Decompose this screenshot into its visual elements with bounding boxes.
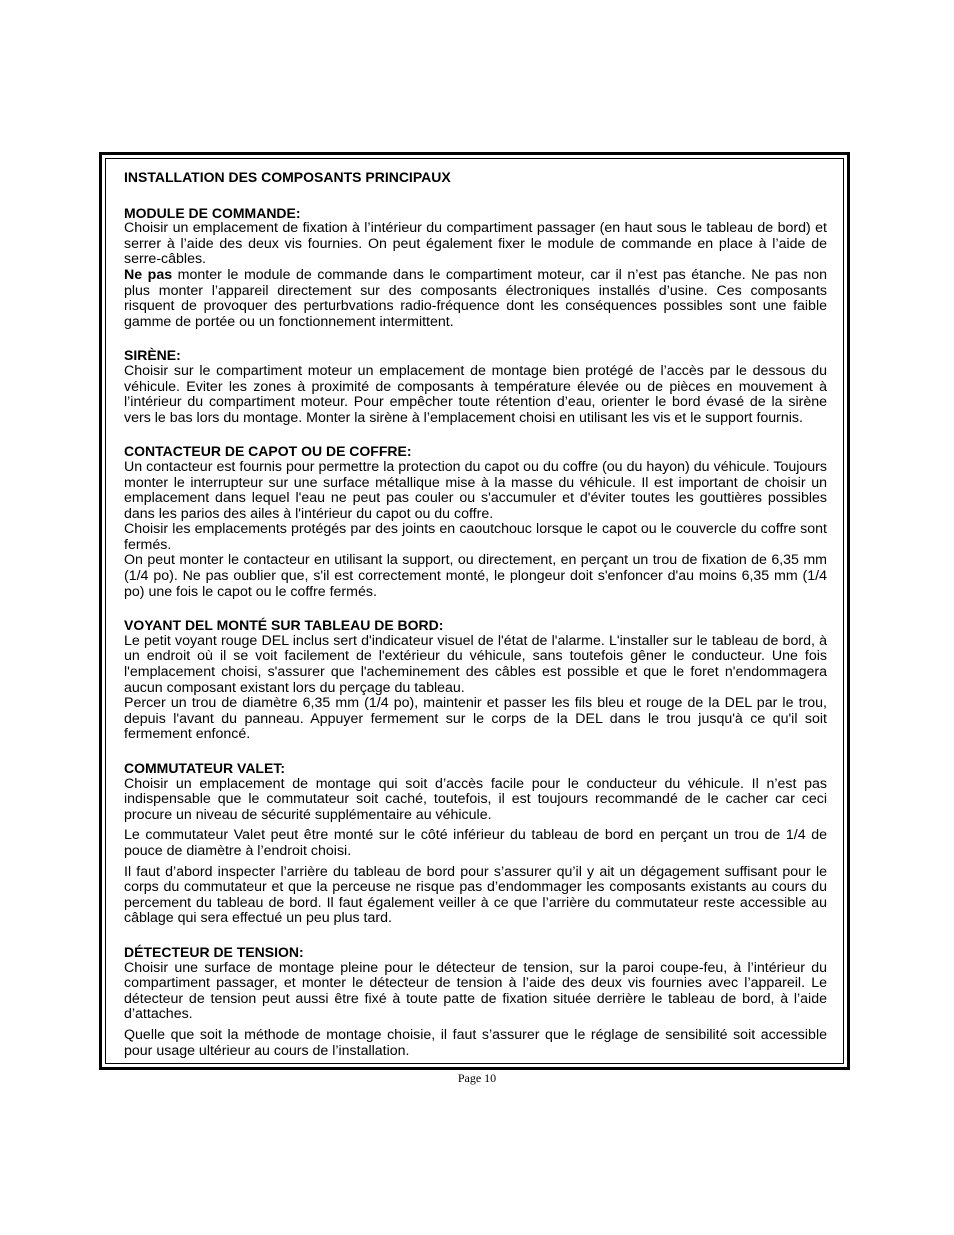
- paragraph: Choisir un emplacement de fixation à l’intérieur du compartiment passager (en haut sous le tableau de bord) et serrer à l’aide des deux vis fournies. On peut également fixer le module de commande en place à l’aide de serre-câbles.: [124, 220, 827, 268]
- paragraph: Choisir sur le compartiment moteur un emplacement de montage bien protégé de l’accès par le dessous du véhicule. Eviter les zones à proximité de composants à température élevée ou de pièces en mouvement à l’intérieur du compartiment moteur. Pour empêcher toute rétention d’eau, orienter le bord évasé de la sirène vers le bas lors du montage. Monter la sirène à l’emplacement choisi en utilisant les vis et le support fournis.: [124, 362, 827, 426]
- section-sirene: [124, 348, 827, 426]
- document-title: INSTALLATION DES COMPOSANTS PRINCIPAUX: [124, 169, 451, 185]
- page-number: Page 10: [457, 1071, 497, 1085]
- section-heading: CONTACTEUR DE CAPOT OU DE COFFRE:: [124, 443, 412, 460]
- document-body: [124, 170, 827, 1077]
- section-voyant-del: [124, 618, 827, 743]
- section-module-de-commande: [124, 206, 827, 331]
- paragraph: Le petit voyant rouge DEL inclus sert d'indicateur visuel de l'état de l'alarme. L'installer sur le tableau de bord, à un endroit où il se voit facilement de l'extérieur du véhicule, sans toutefois gêner le conducteur. Une fois l'emplacement choisi, s'assurer que l'acheminement des câbles est possible et que le foret n'endommagera aucun composant existant lors du perçage du tableau.: [124, 632, 827, 696]
- paragraph: [124, 268, 827, 330]
- paragraph: Choisir une surface de montage pleine pour le détecteur de tension, sur la paroi coupe-feu, à l’intérieur du compartiment passager, et monter le détecteur de tension à l’aide des deux vis fournies avec l’appareil. Le détecteur de tension peut aussi être fixé à toute patte de fixation située derrière le tableau de bord, à l’aide d’attaches.: [124, 959, 827, 1023]
- section-contacteur: [124, 444, 827, 600]
- paragraph: Choisir les emplacements protégés par des joints en caoutchouc lorsque le capot ou le couvercle du coffre sont fermés.: [124, 521, 827, 553]
- section-commutateur-valet: [124, 761, 827, 927]
- section-heading: SIRÈNE:: [124, 347, 181, 364]
- paragraph: Percer un trou de diamètre 6,35 mm (1/4 po), maintenir et passer les fils bleu et rouge de la DEL par le trou, depuis l'avant du panneau. Appuyer fermement sur le corps de la DEL dans le trou jusqu'à ce qu'il soit fermement enfoncé.: [124, 695, 827, 743]
- section-heading: MODULE DE COMMANDE:: [124, 204, 301, 221]
- paragraph: On peut monter le contacteur en utilisant la support, ou directement, en perçant un trou de fixation de 6,35 mm (1/4 po). Ne pas oublier que, s'il est correctement monté, le plongeur doit s'enfoncer d'au moins 6,35 mm (1/4 po) une fois le capot ou le coffre fermés.: [124, 552, 827, 600]
- paragraph: Il faut d’abord inspecter l’arrière du tableau de bord pour s’assurer qu’il y ait un dégagement suffisant pour le corps du commutateur et que la perceuse ne risque pas d’endommager les composants existants au cours du percement du tableau de bord. Il faut également veiller à ce que l’arrière du commutateur reste accessible au câblage qui sera effectué un peu plus tard.: [124, 863, 827, 927]
- section-detecteur-de-tension: [124, 945, 827, 1059]
- section-heading: DÉTECTEUR DE TENSION:: [124, 943, 304, 960]
- emphasis: Ne pas: [124, 266, 173, 283]
- paragraph: Choisir un emplacement de montage qui soit d’accès facile pour le conducteur du véhicule. Il n’est pas indispensable que le commutateur soit caché, toutefois, il est toujours recommandé de le cacher car ceci procure un niveau de sécurité supplémentaire au véhicule.: [124, 775, 827, 823]
- paragraph: Le commutateur Valet peut être monté sur le côté inférieur du tableau de bord en perçant un trou de 1/4 de pouce de diamètre à l’endroit choisi.: [124, 827, 827, 859]
- paragraph: Quelle que soit la méthode de montage choisie, il faut s’assurer que le réglage de sensibilité soit accessible pour usage ultérieur au cours de l’installation.: [124, 1026, 827, 1059]
- paragraph-text: monter le module de commande dans le compartiment moteur, car il n’est pas étanche. Ne pas non plus monter l’appareil directement sur des composants électroniques installés d’usine. Ces composants risquent de provoquer des perturbvations radio-fréquence dont les conséquences possibles sont une faible gamme de portée ou un fonctionnement intermittent.: [124, 266, 827, 330]
- section-heading: COMMUTATEUR VALET:: [124, 760, 285, 776]
- paragraph: Un contacteur est fournis pour permettre la protection du capot ou du coffre (ou du hayon) du véhicule. Toujours monter le interrupteur sur une surface métallique mise à la masse du véhicule. Il est important de choisir un emplacement dans lequel l'eau ne peut pas couler ou s'accumuler et d'éviter toutes les gouttières possibles dans les parios des ailes à l'intérieur du capot ou du coffre.: [124, 458, 827, 522]
- section-heading: VOYANT DEL MONTÉ SUR TABLEAU DE BORD:: [124, 617, 444, 634]
